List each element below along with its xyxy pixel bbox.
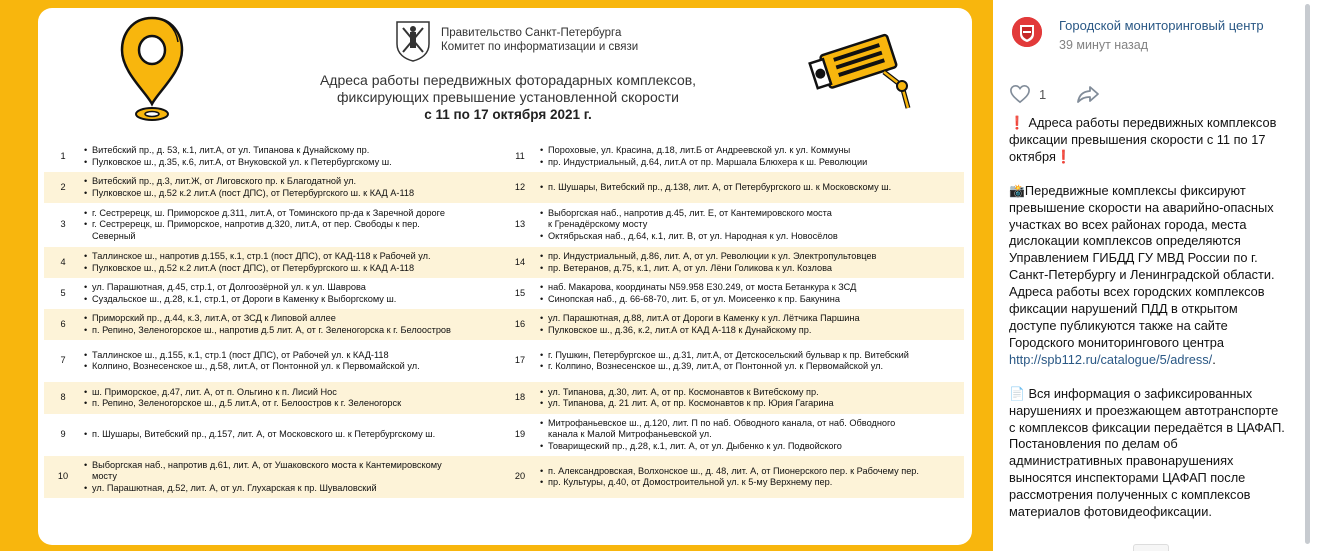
address-cell xyxy=(538,180,964,196)
table-row xyxy=(44,203,964,247)
title-line-2: фиксирующих превышение установленной скорости xyxy=(336,89,679,105)
address-line: • Пулковское ш., д.52 к.2 лит.А (пост ДПС), от Петербургского ш. к КАД А-118 xyxy=(82,188,502,200)
address-line: • пр. Индустриальный, д.86, лит. А, от ул. Революции к ул. Электропультовцев xyxy=(538,251,964,263)
address-cell xyxy=(538,249,964,276)
table-row xyxy=(44,456,964,498)
address-cell xyxy=(82,458,502,497)
address-cell xyxy=(538,206,964,245)
address-line: • пр. Культуры, д.40, от Домостроительной ул. к 5-му Верхнему пер. xyxy=(538,477,964,489)
avatar[interactable] xyxy=(1012,17,1042,47)
post-paragraph-1: ❗ Адреса работы передвижных комплексов фиксации превышения скорости с 11 по 17 октября❗ xyxy=(1009,115,1277,164)
row-number: 6 xyxy=(60,318,66,329)
post-panel xyxy=(993,0,1323,551)
share-icon[interactable] xyxy=(1076,84,1100,104)
address-cell xyxy=(538,311,964,338)
address-line: • Колпино, Вознесенское ш., д.58, лит.А, от Понтонной ул. к Первомайской ул. xyxy=(82,361,502,373)
address-line: • г. Сестререцк, ш. Приморское, напротив д.320, лит.А, от пер. Свободы к пер. xyxy=(82,219,502,231)
address-cell xyxy=(538,280,964,307)
address-cell xyxy=(82,249,502,276)
row-number: 13 xyxy=(514,219,526,230)
address-line: • Таллинское ш., д.155, к.1, стр.1 (пост ДПС), от Рабочей ул. к КАД-118 xyxy=(82,350,502,362)
row-number: 9 xyxy=(60,429,66,440)
address-line: канала к Малой Митрофаньевской ул. xyxy=(548,429,712,440)
address-line: • Витебский пр., д. 53, к.1, лит.А, от ул. Типанова к Дунайскому пр. xyxy=(82,145,502,157)
address-line: • ул. Парашютная, д.52, лит. А, от ул. Глухарская к пр. Шуваловский xyxy=(82,483,502,495)
table-row xyxy=(44,340,964,382)
post-paragraph-3: 📄 Вся информация о зафиксированных нарушениях и проезжающем автотранспорте с комплексов фиксации передаётся в ЦАФАП. Постановления по делам об административных правонарушениях выносятся инспекторами ЦАФАП после рассмотрения полученных с комплексов материалов фотовидеофиксации. xyxy=(1009,385,1285,520)
row-number: 19 xyxy=(514,429,526,440)
address-line: • Товарищеский пр., д.28, к.1, лит. А, от ул. Дыбенко к ул. Подвойского xyxy=(538,441,964,453)
row-number: 5 xyxy=(60,287,66,298)
address-line: • Пулковское ш., д.35, к.6, лит.А, от Внуковской ул. к Петербургскому ш. xyxy=(82,157,502,169)
heart-icon[interactable] xyxy=(1009,84,1031,104)
address-line: • ш. Приморское, д.47, лит. А, от п. Ольгино к п. Лисий Нос xyxy=(82,387,502,399)
address-line: • п. Шушары, Витебский пр., д.157, лит. А, от Московского ш. к Петербургскому ш. xyxy=(82,429,502,441)
row-number: 17 xyxy=(514,355,526,366)
address-line: • ул. Типанова, д. 21 лит. А, от пр. Космонавтов к пр. Юрия Гагарина xyxy=(538,398,964,410)
address-cell xyxy=(538,348,964,375)
row-number: 20 xyxy=(514,471,526,482)
address-line: • ул. Парашютная, д.45, стр.1, от Долгоозёрной ул. к ул. Шаврова xyxy=(82,282,502,294)
table-row xyxy=(44,382,964,414)
row-number: 14 xyxy=(514,256,526,267)
bottom-tab[interactable] xyxy=(1133,544,1169,551)
poster-title xyxy=(238,72,778,123)
speed-camera-icon xyxy=(806,22,926,112)
row-number: 3 xyxy=(60,219,66,230)
link-suffix: . xyxy=(1212,351,1216,367)
address-cell xyxy=(82,348,502,375)
address-line: • п. Репино, Зеленогорское ш., напротив д.5 лит. А, от г. Зеленогорска к г. Белоостров xyxy=(82,325,502,337)
row-number: 10 xyxy=(57,471,69,482)
post-paragraph-2-text: 📸Передвижные комплексы фиксируют превышение скорости на аварийно-опасных участках во всех районах города, места дислокации комплексов определяются Управлением ГИБДД ГУ МВД России по г. Санкт-Петербургу и Ленинградской области. Адреса работы всех городских комплексов фиксации нарушений ПДД в открытом доступе публикуются также на сайте Городского мониторингового центра xyxy=(1009,182,1275,350)
address-line: • пр. Индустриальный, д.64, лит.А от пр. Маршала Блюхера к ш. Революции xyxy=(538,157,964,169)
row-number: 15 xyxy=(514,287,526,298)
address-cell xyxy=(82,385,502,412)
address-line: • п. Александровская, Волхонское ш., д. 48, лит. А, от Пионерского пер. к Рабочему пер. xyxy=(538,466,964,478)
address-line: Северный xyxy=(92,230,136,241)
post-paragraph-2 xyxy=(1009,183,1287,369)
address-line: • Приморский пр., д.44, к.3, лит.А, от ЗСД к Липовой аллее xyxy=(82,313,502,325)
address-line: • г. Колпино, Вознесенское ш., д.39, лит.А, от Понтонной ул. к Первомайской ул. xyxy=(538,361,964,373)
address-line: • Пулковское ш., д.52 к.2 лит.А (пост ДПС), от Петербургского ш. к КАД А-118 xyxy=(82,263,502,275)
address-cell xyxy=(82,427,502,443)
address-line: • п. Репино, Зеленогорское ш., д.5 лит.А, от г. Белоостров к г. Зеленогорск xyxy=(82,398,502,410)
address-cell xyxy=(82,206,502,245)
address-line: • Октябрьская наб., д.64, к.1, лит. В, от ул. Народная к ул. Новосёлов xyxy=(538,231,964,243)
row-number: 8 xyxy=(60,392,66,403)
table-row xyxy=(44,309,964,340)
address-line: • Синопская наб., д. 66-68-70, лит. Б, от ул. Моисеенко к пр. Бакунина xyxy=(538,294,964,306)
spb112-link[interactable]: http://spb112.ru/catalogue/5/adress/ xyxy=(1009,351,1213,367)
table-row xyxy=(44,414,964,456)
address-line: • г. Сестререцк, ш. Приморское д.311, лит.А, от Томинского пр-да к Заречной дороге xyxy=(82,208,502,220)
address-line: • Выборгская наб., напротив д.45, лит. Е, от Кантемировского моста xyxy=(538,208,964,220)
post-actions xyxy=(1009,84,1100,104)
address-line: • Пороховые, ул. Красина, д.18, лит.Б от Андреевской ул. к ул. Коммуны xyxy=(538,145,964,157)
row-number: 11 xyxy=(515,150,525,161)
row-number: 18 xyxy=(514,392,526,403)
address-cell xyxy=(538,416,964,455)
address-cell xyxy=(82,143,502,170)
address-line: • Суздальское ш., д.28, к.1, стр.1, от Дороги в Каменку к Выборгскому ш. xyxy=(82,294,502,306)
address-line: • Витебский пр., д.3, лит.Ж, от Лиговского пр. к Благодатной ул. xyxy=(82,176,502,188)
address-line: мосту xyxy=(92,471,117,482)
address-cell xyxy=(82,280,502,307)
row-number: 2 xyxy=(60,181,66,192)
row-number: 1 xyxy=(60,150,66,161)
title-line-1: Адреса работы передвижных фоторадарных комплексов, xyxy=(319,72,697,88)
address-table xyxy=(44,141,964,498)
post-text xyxy=(1009,115,1287,538)
poster-image xyxy=(38,8,972,545)
address-line: • Пулковское ш., д.36, к.2, лит.А от КАД А-118 к Дунайскому пр. xyxy=(538,325,964,337)
post-time[interactable]: 39 минут назад xyxy=(1059,38,1148,52)
table-row xyxy=(44,141,964,172)
address-cell xyxy=(538,464,964,491)
government-header xyxy=(393,18,638,62)
row-number: 12 xyxy=(514,181,526,192)
address-cell xyxy=(82,311,502,338)
community-logo-icon xyxy=(1012,17,1042,47)
address-cell xyxy=(538,385,964,412)
row-number: 4 xyxy=(60,256,66,267)
like-count: 1 xyxy=(1039,86,1047,102)
table-row xyxy=(44,278,964,309)
table-row xyxy=(44,172,964,203)
address-line: • ул. Типанова, д.30, лит. А, от пр. Космонавтов к Витебскому пр. xyxy=(538,387,964,399)
gov-line-1: Правительство Санкт-Петербурга xyxy=(441,27,622,39)
post-author-link[interactable]: Городской мониторинговый центр xyxy=(1059,18,1264,33)
address-cell xyxy=(82,174,502,201)
address-line: • п. Шушары, Витебский пр., д.138, лит. А, от Петербургского ш. к Московскому ш. xyxy=(538,182,964,194)
address-line: к Гренадёрскому мосту xyxy=(548,219,648,230)
address-line: • пр. Ветеранов, д.75, к.1, лит. А, от ул. Лёни Голикова к ул. Козлова xyxy=(538,263,964,275)
location-pin-icon xyxy=(116,14,188,124)
address-line: • наб. Макарова, координаты N59.958 E30.249, от моста Бетанкура к ЗСД xyxy=(538,282,964,294)
gov-line-2: Комитет по информатизации и связи xyxy=(441,41,639,53)
title-dates: с 11 по 17 октября 2021 г. xyxy=(424,107,592,122)
address-line: • Таллинское ш., напротив д.155, к.1, стр.1 (пост ДПС), от КАД-118 к Рабочей ул. xyxy=(82,251,502,263)
address-line: • Митрофаньевское ш., д.120, лит. П по наб. Обводного канала, от наб. Обводного xyxy=(538,418,964,430)
scrollbar-thumb[interactable] xyxy=(1305,4,1310,544)
address-line: • ул. Парашютная, д.88, лит.А от Дороги в Каменку к ул. Лётчика Паршина xyxy=(538,313,964,325)
row-number: 7 xyxy=(60,355,66,366)
address-line: • г. Пушкин, Петербургское ш., д.31, лит.А, от Детскосельский бульвар к пр. Витебский xyxy=(538,350,964,362)
address-line: • Выборгская наб., напротив д.61, лит. А, от Ушаковского моста к Кантемировскому xyxy=(82,460,502,472)
address-cell xyxy=(538,143,964,170)
row-number: 16 xyxy=(514,318,526,329)
table-row xyxy=(44,247,964,278)
spb-coat-of-arms-icon xyxy=(393,18,433,62)
